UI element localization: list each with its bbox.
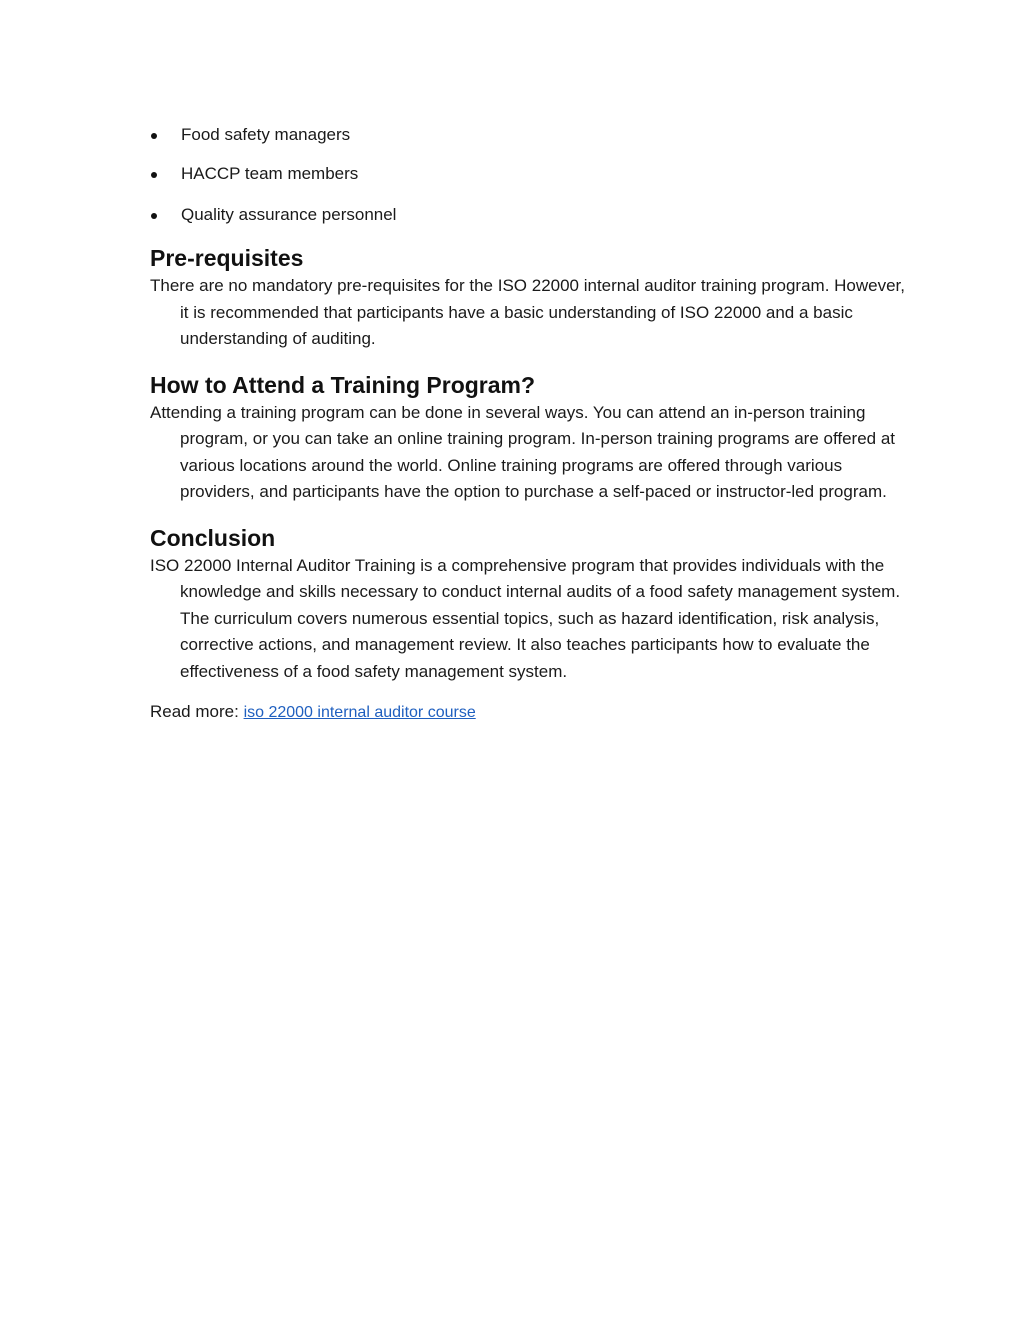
how-to-attend-paragraph: Attending a training program can be done in several ways. You can attend an in-person training program, or you can take an online training program. In-person training programs are offered at various locations around the world. Online training programs are offered through various providers, and participants have the option to purchase a self-paced or instructor-led program. xyxy=(150,402,896,501)
bullet-icon xyxy=(151,213,157,219)
read-more xyxy=(150,699,910,726)
list-item-text: Quality assurance personnel xyxy=(181,205,397,224)
how-to-attend-heading: How to Attend a Training Program? xyxy=(150,371,536,398)
bullet-icon xyxy=(151,133,157,139)
list-item-text: Food safety managers xyxy=(181,125,351,144)
document-page xyxy=(150,118,910,726)
prerequisites-heading: Pre-requisites xyxy=(150,245,304,271)
read-more-link[interactable]: iso 22000 internal auditor course xyxy=(243,704,476,721)
list-item xyxy=(150,123,910,147)
list-item-text: HACCP team members xyxy=(181,164,359,183)
read-more-label: Read more: xyxy=(150,702,239,721)
bullet-icon xyxy=(151,172,157,178)
list-item xyxy=(150,203,910,227)
conclusion-heading: Conclusion xyxy=(150,524,276,551)
list-item xyxy=(150,162,910,186)
prerequisites-paragraph: There are no mandatory pre-requisites for the ISO 22000 internal auditor training program. However, it is recommended that participants have a basic understanding of ISO 22000 and a basic understanding of auditing. xyxy=(150,276,906,348)
audience-list xyxy=(150,123,910,227)
conclusion-paragraph: ISO 22000 Internal Auditor Training is a comprehensive program that provides individuals with the knowledge and skills necessary to conduct internal audits of a food safety management system. The curriculum covers numerous essential topics, such as hazard identification, risk analysis, corrective actions, and management review. It also teaches participants how to evaluate the effectiveness of a food safety management system. xyxy=(150,555,901,681)
